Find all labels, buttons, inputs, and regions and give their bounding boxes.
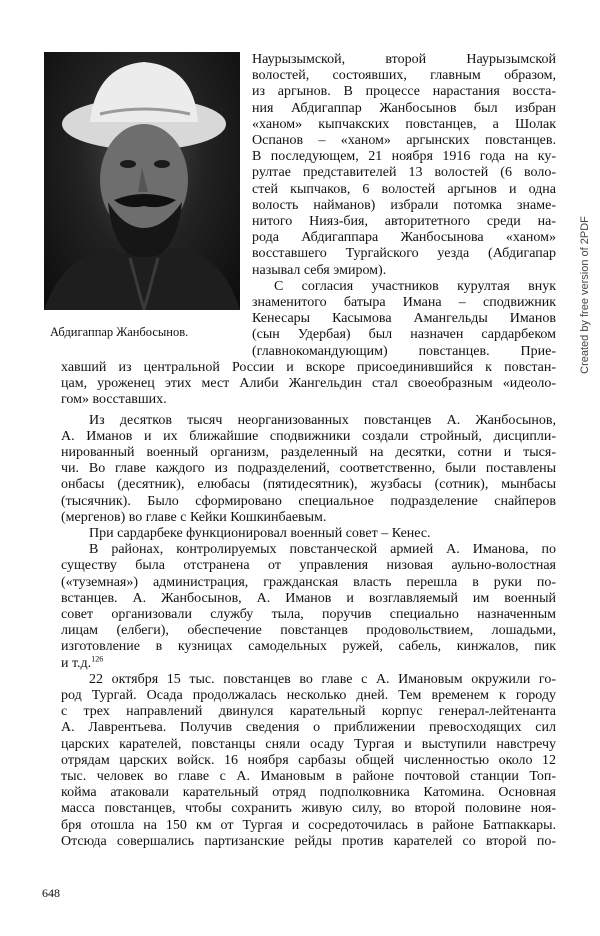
text-line: стей кыпчаков, 6 волостей аргынов и одна <box>252 181 556 197</box>
text-line: Из десятков тысяч неорганизованных повстанцев А. Жанбосынов, <box>89 412 556 428</box>
text-fragment: и т.д. <box>61 655 92 671</box>
text-line: волость найманов) избрали потомка знаме- <box>252 197 556 213</box>
text-line: А. Лаврентьева. Получив сведения о приближении превосходящих сил <box>61 720 556 736</box>
text-line: гом» восставших. <box>61 392 167 408</box>
text-line: знаменитого батыра Имана – сподвижник <box>252 295 556 311</box>
text-line: «ханом» кыпчакских повстанцев, а Шолак <box>252 116 556 132</box>
text-line: существу была отстранена от управления низовая аульно-волостная <box>61 558 556 574</box>
text-line: («туземная») администрация, гражданская власть перешла в руки по- <box>61 574 556 590</box>
text-line: нированный военный организм, разделенный на десятки, сотни и тыся- <box>61 445 556 461</box>
text-line: (тысячник). Было сформировано специальное подразделение снайперов <box>61 493 556 509</box>
portrait-illustration <box>44 52 240 310</box>
text-line: род Тургай. Осада продолжалась несколько дней. Тем временем к городу <box>61 688 556 704</box>
text-column-right <box>252 52 556 360</box>
text-line: тыс. человек во главе с А. Имановым в районе почтовой станции Топ- <box>61 769 556 785</box>
text-line: рултае представителей 13 волостей (6 воло- <box>252 165 556 181</box>
text-line: царских карателей, повстанцы сняли осаду Тургая и выступили навстречу <box>61 736 556 752</box>
portrait-photo <box>44 52 240 310</box>
text-line: А. Иманов и их ближайшие сподвижники создали стройный, дисципли- <box>61 428 556 444</box>
text-line <box>61 656 556 672</box>
text-line: восставшего Тургайского уезда (Абдигапар <box>252 246 556 262</box>
text-line: встанцев. А. Жанбосынов, А. Иманов и возглавляемый им военный <box>61 590 556 606</box>
text-line: койма атаковали карательный отряд подполковника Катомина. Основная <box>61 785 556 801</box>
text-line: В последующем, 21 ноября 1916 года на ку- <box>252 149 556 165</box>
text-line: С согласия участников курултая внук <box>274 278 556 294</box>
watermark-text: Created by free version of 2PDF <box>579 216 591 374</box>
text-line: бря отошла на 150 км от Тургая и сосредоточилась в районе Батпаккары. <box>61 817 556 833</box>
page-number: 648 <box>42 886 60 900</box>
text-line: нитого Нияз-бия, авторитетного среди на- <box>252 214 556 230</box>
text-line: Оспанов – «ханом» аргынских повстанцев. <box>252 133 556 149</box>
text-line: цам, уроженец этих мест Алиби Жангельдин стал своеобразным «идеоло- <box>61 376 556 392</box>
text-line: волостей, состоявших, главным образом, <box>252 68 556 84</box>
footnote-reference[interactable]: 126 <box>91 654 104 663</box>
text-line: 22 октября 15 тыс. повстанцев во главе с А. Имановым окружили го- <box>89 671 556 687</box>
text-line: Кенесары Касымова Амангельды Иманов <box>252 311 556 327</box>
watermark <box>578 210 592 380</box>
text-line: (сын Удербая) был назначен сардарбеком <box>252 327 556 343</box>
text-line: онбасы (десятник), елюбасы (пятидесятник), жузбасы (сотник), мынбасы <box>61 477 556 493</box>
text-line: совет организовали службу тыла, поручив специально назначенным <box>61 607 556 623</box>
text-line: Наурызымской, второй Наурызымской <box>252 52 556 67</box>
photo-caption: Абдигаппар Жанбосынов. <box>50 325 189 339</box>
text-line: рода Абдигаппара Жанбосынова «ханом» <box>252 230 556 246</box>
text-line: (мергенов) во главе с Кейки Кошкинбаевым. <box>61 509 327 525</box>
text-line: При сардарбеке функционировал военный совет – Кенес. <box>89 526 431 542</box>
text-line: называл себя эмиром). <box>252 262 387 278</box>
text-line: хавший из центральной России и вскоре присоединившийся к повстан- <box>61 360 556 375</box>
text-line: с трех направлений двинулся карательный корпус генерал-лейтенанта <box>61 704 556 720</box>
text-line: Отсюда совершались партизанские рейды против карателей со второй по- <box>61 833 556 849</box>
text-line: В районах, контролируемых повстанческой армией А. Иманова, по <box>89 542 556 558</box>
text-line: ния Абдигаппар Жанбосынов был избран <box>252 100 556 116</box>
text-line: лицам (елбеги), обеспечение повстанцев продовольствием, лошадьми, <box>61 623 556 639</box>
text-line: (главнокомандующим) повстанцев. Прие- <box>252 343 556 359</box>
text-line: изготовление в кузницах самодельных ружей, сабель, кинжалов, пик <box>61 639 556 655</box>
text-line: масса повстанцев, чтобы сохранить живую силу, во второй половине ноя- <box>61 801 556 817</box>
text-body-full-width <box>61 360 556 850</box>
text-line: чи. Во главе каждого из подразделений, соответственно, были поставлены <box>61 461 556 477</box>
text-line: отрядам царских войск. 16 ноября сарбазы общей численностью около 12 <box>61 752 556 768</box>
text-line: из аргынов. В процессе нарастания восста- <box>252 84 556 100</box>
